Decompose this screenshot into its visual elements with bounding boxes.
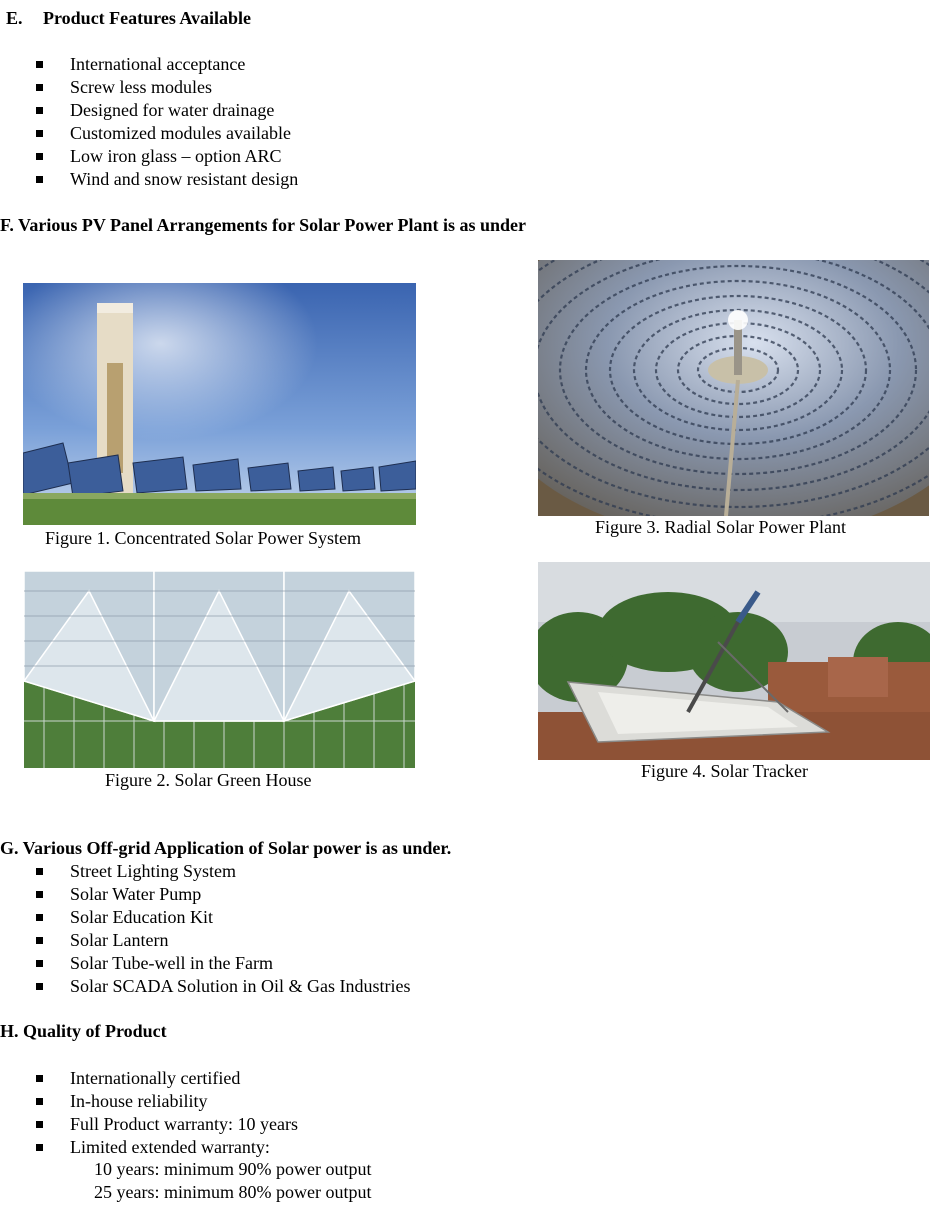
list-item: Limited extended warranty:: [70, 1136, 298, 1159]
list-item: Street Lighting System: [70, 860, 411, 883]
bullet-icon: [36, 868, 43, 875]
figure-1-image: [23, 283, 416, 525]
list-item: Customized modules available: [70, 122, 298, 145]
figure-2-image: [24, 571, 415, 768]
list-item: Solar SCADA Solution in Oil & Gas Industries: [70, 975, 411, 998]
section-h-heading: H. Quality of Product: [0, 1021, 167, 1041]
bullet-icon: [36, 84, 43, 91]
bullet-icon: [36, 960, 43, 967]
bullet-icon: [36, 1144, 43, 1151]
list-item: Solar Tube-well in the Farm: [70, 952, 411, 975]
list-item: International acceptance: [70, 53, 298, 76]
section-e-letter: E.: [6, 8, 23, 28]
list-item: In-house reliability: [70, 1090, 298, 1113]
section-e-title: Product Features Available: [43, 8, 251, 28]
quality-list: [70, 1067, 298, 1159]
figure-3-image: [538, 260, 929, 516]
bullet-icon: [36, 937, 43, 944]
warranty-sub-item: 10 years: minimum 90% power output: [94, 1159, 372, 1179]
bullet-icon: [36, 130, 43, 137]
list-item: Designed for water drainage: [70, 99, 298, 122]
figure-2-caption: Figure 2. Solar Green House: [105, 770, 312, 790]
figure-3-caption: Figure 3. Radial Solar Power Plant: [595, 517, 846, 537]
list-item: Solar Lantern: [70, 929, 411, 952]
bullet-icon: [36, 891, 43, 898]
bullet-icon: [36, 153, 43, 160]
warranty-sub-item: 25 years: minimum 80% power output: [94, 1182, 372, 1202]
figure-1-caption: Figure 1. Concentrated Solar Power System: [45, 528, 361, 548]
bullet-icon: [36, 61, 43, 68]
figure-4-image: [538, 562, 930, 760]
bullet-icon: [36, 914, 43, 921]
list-item: Solar Water Pump: [70, 883, 411, 906]
list-item: Wind and snow resistant design: [70, 168, 298, 191]
list-item: Low iron glass – option ARC: [70, 145, 298, 168]
bullet-icon: [36, 1121, 43, 1128]
bullet-icon: [36, 1098, 43, 1105]
list-item: Internationally certified: [70, 1067, 298, 1090]
list-item: Full Product warranty: 10 years: [70, 1113, 298, 1136]
bullet-icon: [36, 983, 43, 990]
list-item: Screw less modules: [70, 76, 298, 99]
section-f-heading: F. Various PV Panel Arrangements for Solar Power Plant is as under: [0, 215, 527, 235]
bullet-icon: [36, 176, 43, 183]
offgrid-list: [70, 860, 411, 998]
feature-list: [70, 53, 298, 191]
bullet-icon: [36, 1075, 43, 1082]
section-g-heading: G. Various Off-grid Application of Solar power is as under.: [0, 838, 452, 858]
section-e-heading: [6, 8, 251, 29]
list-item: Solar Education Kit: [70, 906, 411, 929]
figure-4-caption: Figure 4. Solar Tracker: [641, 761, 808, 781]
bullet-icon: [36, 107, 43, 114]
